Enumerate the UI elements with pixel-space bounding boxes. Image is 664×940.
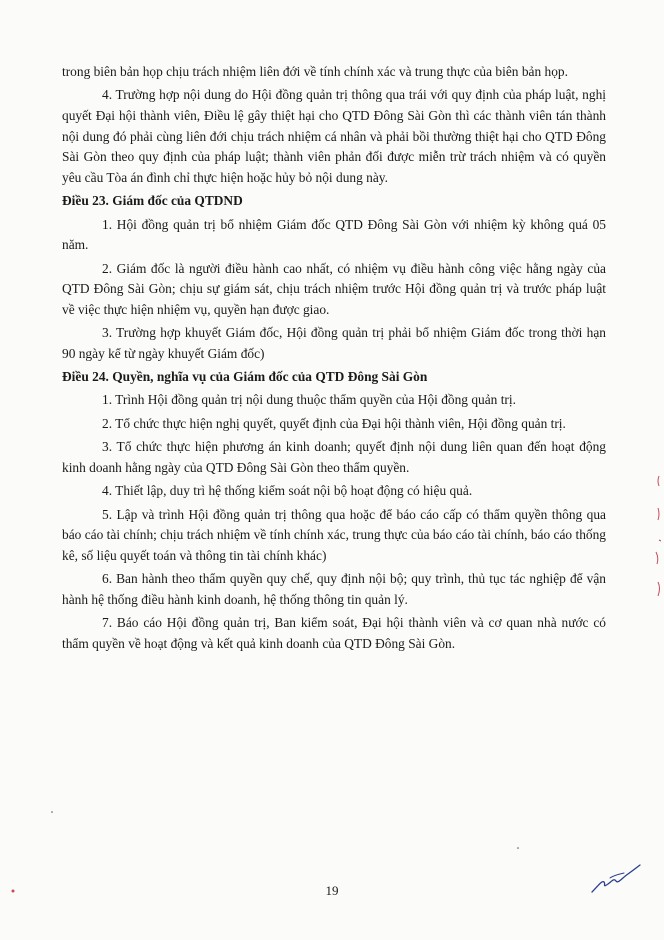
body-paragraph: 1. Hội đồng quản trị bổ nhiệm Giám đốc QTD Đông Sài Gòn với nhiệm kỳ không quá 05 năm. <box>62 216 606 253</box>
body-paragraph: 3. Trường hợp khuyết Giám đốc, Hội đồng quản trị phải bổ nhiệm Giám đốc trong thời hạn 90 ngày kể từ ngày khuyết Giám đốc) <box>62 325 606 361</box>
body-paragraph: 6. Ban hành theo thẩm quyền quy chế, quy định nội bộ; quy trình, thủ tục tác nghiệp để vận hành hệ thống điều hành kinh doanh, hệ thống thông tin quản lý. <box>62 571 606 607</box>
body-paragraph: 7. Báo cáo Hội đồng quản trị, Ban kiểm soát, Đại hội thành viên và cơ quan nhà nước có thẩm quyền về hoạt động và kết quả kinh doanh của QTD Đông Sài Gòn. <box>62 615 606 651</box>
section-heading: Điều 23. Giám đốc của QTDND <box>62 193 243 209</box>
section-heading: Điều 24. Quyền, nghĩa vụ của Giám đốc của QTD Đông Sài Gòn <box>62 369 428 385</box>
body-paragraph: 4. Trường hợp nội dung do Hội đồng quản trị thông qua trái với quy định của pháp luật, nghị quyết Đại hội thành viên, Điều lệ gây thiệt hại cho QTD Đông Sài Gòn thì các thành viên tán thành nội dung đó phải cùng liên đới chịu trách nhiệm cá nhân và phải bồi thường thiệt hại cho QTD Đông Sài Gòn theo quy định của pháp luật; thành viên phản đối được miễn trừ trách nhiệm và có quyền yêu cầu Tòa án đình chỉ thực hiện hoặc hủy bỏ nội dung này. <box>62 87 606 185</box>
ink-dot-icon <box>516 846 520 850</box>
page-number: 19 <box>325 883 339 898</box>
handwritten-initials-icon <box>588 862 644 896</box>
body-paragraph: 2. Giám đốc là người điều hành cao nhất, có nhiệm vụ điều hành công việc hằng ngày của QTD Đông Sài Gòn; chịu sự giám sát, chịu trách nhiệm trước Hội đồng quản trị và trước pháp luật về việc thực hiện nhiệm vụ, quyền hạn được giao. <box>62 260 606 317</box>
ink-dot-icon <box>50 810 54 814</box>
red-margin-marks-icon <box>650 470 664 620</box>
document-body <box>62 62 606 657</box>
red-speck-icon <box>10 888 16 894</box>
body-paragraph: trong biên bản họp chịu trách nhiệm liên đới về tính chính xác và trung thực của biên bản họp. <box>62 64 568 79</box>
body-paragraph: 3. Tổ chức thực hiện phương án kinh doanh; quyết định nội dung liên quan đến hoạt động kinh doanh hằng ngày của QTD Đông Sài Gòn theo thẩm quyền. <box>62 439 606 475</box>
body-paragraph: 5. Lập và trình Hội đồng quản trị thông qua hoặc để báo cáo cấp có thẩm quyền thông qua báo cáo tài chính; chịu trách nhiệm về tính chính xác, trung thực của báo cáo tài chính, báo cáo thống kê, số liệu quyết toán và thông tin tài chính khác) <box>62 506 606 563</box>
body-paragraph: 1. Trình Hội đồng quản trị nội dung thuộc thẩm quyền của Hội đồng quản trị. <box>102 392 516 408</box>
body-paragraph: 2. Tổ chức thực hiện nghị quyết, quyết định của Đại hội thành viên, Hội đồng quản trị. <box>102 415 566 431</box>
body-paragraph: 4. Thiết lập, duy trì hệ thống kiểm soát nội bộ hoạt động có hiệu quả. <box>102 483 473 499</box>
